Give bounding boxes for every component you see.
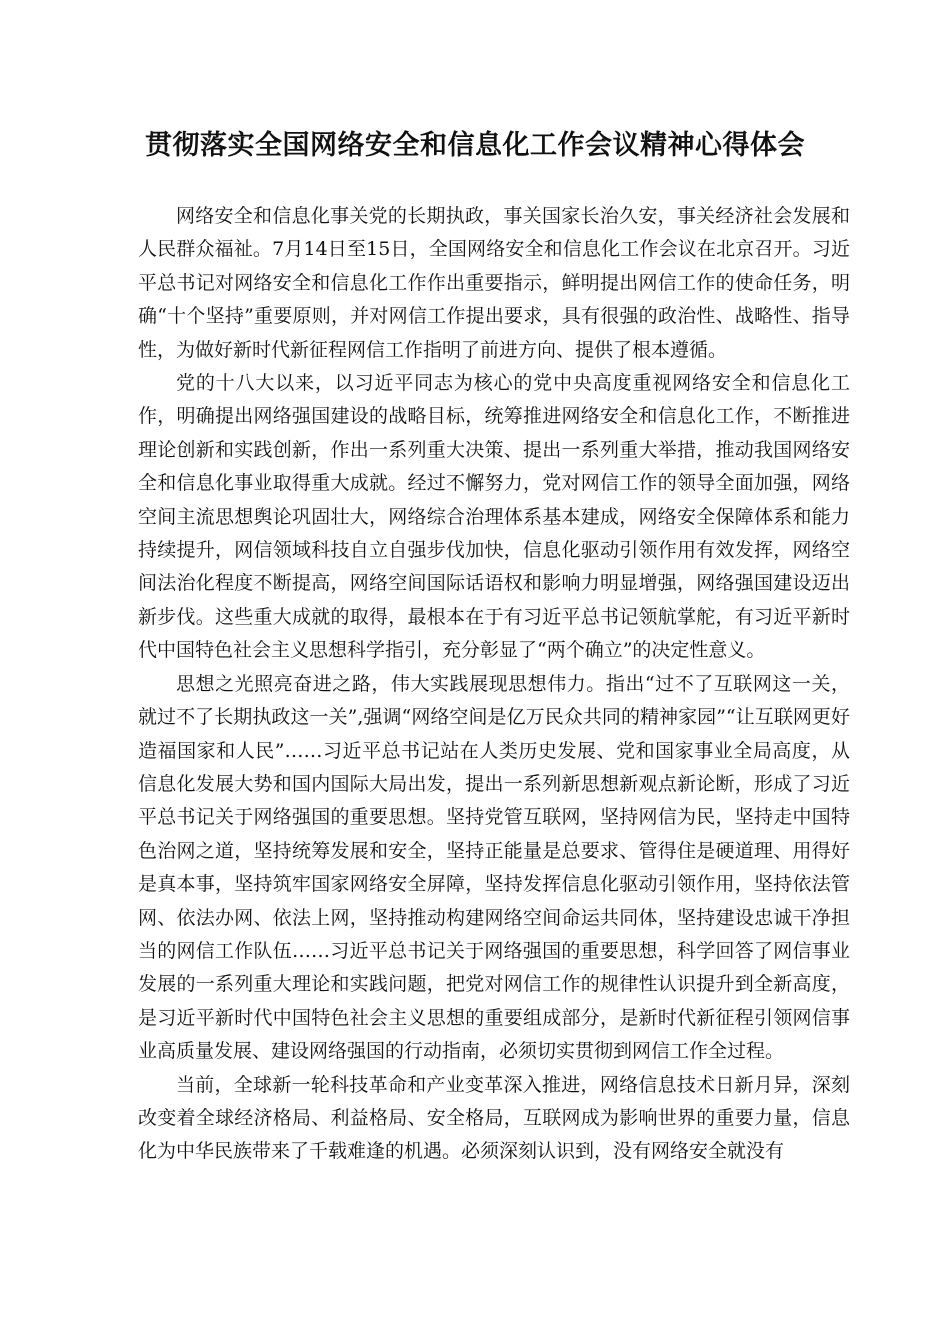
document-body (138, 200, 850, 1169)
paragraph-2: 党的十八大以来，以习近平同志为核心的党中央高度重视网络安全和信息化工作，明确提出网络强国建设的战略目标，统筹推进网络安全和信息化工作，不断推进理论创新和实践创新，作出一系列重大决策、提出一系列重大举措，推动我国网络安全和信息化事业取得重大成就。经过不懈努力，党对网信工作的领导全面加强，网络空间主流思想舆论巩固壮大，网络综合治理体系基本建成，网络安全保障体系和能力持续提升，网信领域科技自立自强步伐加快，信息化驱动引领作用有效发挥，网络空间法治化程度不断提高，网络空间国际话语权和影响力明显增强，网络强国建设迈出新步伐。这些重大成就的取得，最根本在于有习近平总书记领航掌舵，有习近平新时代中国特色社会主义思想科学指引，充分彰显了“两个确立”的决定性意义。 (138, 372, 850, 662)
paragraph-3: 思想之光照亮奋进之路，伟大实践展现思想伟力。指出“过不了互联网这一关，就过不了长期执政这一关”,强调“网络空间是亿万民众共同的精神家园”“让互联网更好造福国家和人民”……习近平总书记站在人类历史发展、党和国家事业全局高度，从信息化发展大势和国内国际大局出发，提出一系列新思想新观点新论断，形成了习近平总书记关于网络强国的重要思想。坚持党管互联网，坚持网信为民，坚持走中国特色治网之道，坚持统筹发展和安全，坚持正能量是总要求、管得住是硬道理、用得好是真本事，坚持筑牢国家网络安全屏障，坚持发挥信息化驱动引领作用，坚持依法管网、依法办网、依法上网，坚持推动构建网络空间命运共同体，坚持建设忠诚干净担当的网信工作队伍……习近平总书记关于网络强国的重要思想，科学回答了网信事业发展的一系列重大理论和实践问题，把党对网信工作的规律性认识提升到全新高度，是习近平新时代中国特色社会主义思想的重要组成部分，是新时代新征程引领网信事业高质量发展、建设网络强国的行动指南，必须切实贯彻到网信工作全过程。 (138, 672, 850, 1063)
document-title: 贯彻落实全国网络安全和信息化工作会议精神心得体会 (145, 130, 805, 161)
paragraph-4: 当前，全球新一轮科技革命和产业变革深入推进，网络信息技术日新月异，深刻改变着全球经济格局、利益格局、安全格局，互联网成为影响世界的重要力量，信息化为中华民族带来了千载难逢的机遇。必须深刻认识到，没有网络安全就没有 (138, 1073, 850, 1163)
paragraph-1: 网络安全和信息化事关党的长期执政，事关国家长治久安，事关经济社会发展和人民群众福祉。7月14日至15日，全国网络安全和信息化工作会议在北京召开。习近平总书记对网络安全和信息化工作作出重要指示，鲜明提出网信工作的使命任务，明确“十个坚持”重要原则，并对网信工作提出要求，具有很强的政治性、战略性、指导性，为做好新时代新征程网信工作指明了前进方向、提供了根本遵循。 (138, 205, 850, 361)
